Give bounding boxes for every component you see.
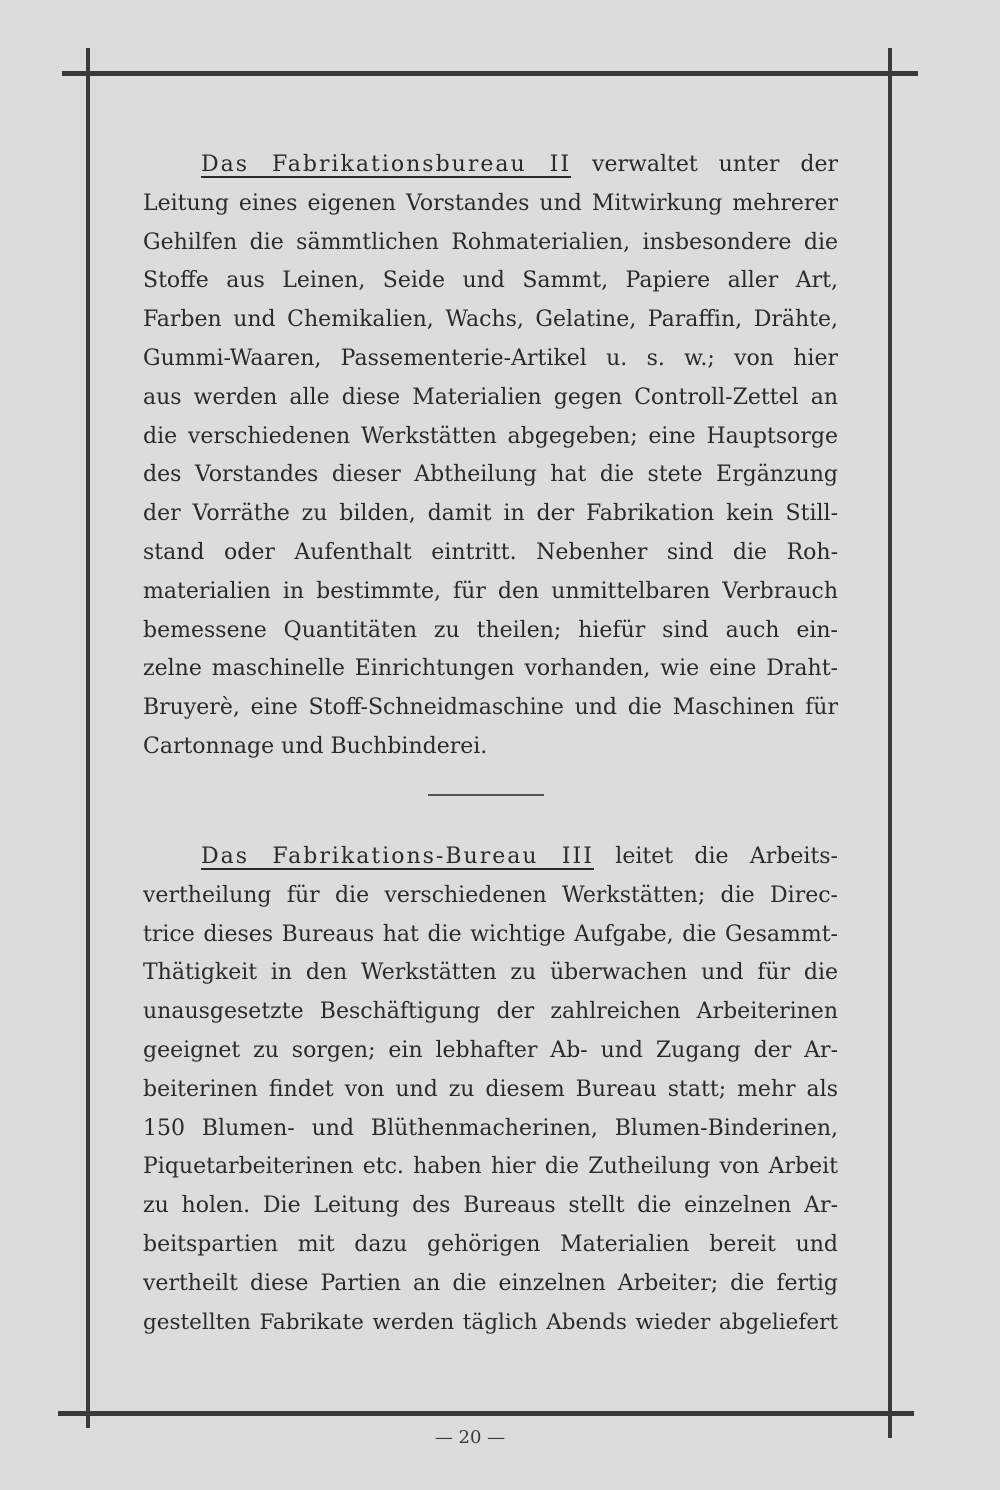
paragraph-first-line: Das Fabrikations-Bureau III leitet die Arbeits- — [201, 844, 838, 869]
text-line: Leitung eines eigenen Vorstandes und Mitwirkung mehrerer — [143, 190, 838, 216]
text-line: zelne maschinelle Einrichtungen vorhanden, wie eine Draht- — [143, 656, 838, 682]
page-number: — 20 — — [434, 1427, 506, 1448]
text-line: beiterinen findet von und zu diesem Bureau statt; mehr als — [143, 1076, 838, 1102]
section-heading: Das Fabrikationsbureau II — [201, 152, 572, 177]
text-line: geeignet zu sorgen; ein lebhafter Ab- und Zugang der Ar- — [143, 1037, 838, 1063]
text-line: aus werden alle diese Materialien gegen Controll-Zettel an — [143, 384, 838, 410]
text-line: Thätigkeit in den Werkstätten zu überwachen und für die — [143, 960, 838, 986]
text-line: unausgesetzte Beschäftigung der zahlreichen Arbeiterinen — [143, 999, 838, 1025]
text-line: bemessene Quantitäten zu theilen; hiefür sind auch ein- — [143, 617, 838, 643]
paragraph-fabrikationsbureau-2 — [143, 146, 838, 767]
text-line: Gummi-Waaren, Passementerie-Artikel u. s. w.; von hier — [143, 345, 838, 371]
text-line: 150 Blumen- und Blüthenmacherinen, Blumen-Binderinen, — [143, 1115, 838, 1141]
bottom-border-rule — [58, 1411, 914, 1416]
text-line: vertheilung für die verschiedenen Werkstätten; die Direc- — [143, 882, 838, 908]
text-line: Bruyerè, eine Stoff-Schneidmaschine und die Maschinen für — [143, 695, 838, 721]
text-line: stand oder Aufenthalt eintritt. Nebenher sind die Roh- — [143, 539, 838, 565]
section-separator — [428, 794, 544, 796]
text-line: Piquetarbeiterinen etc. haben hier die Zutheilung von Arbeit — [143, 1154, 838, 1180]
text-line: trice dieses Bureaus hat die wichtige Aufgabe, die Gesammt- — [143, 921, 838, 947]
paragraph-fabrikations-bureau-3 — [143, 838, 838, 1342]
paragraph-first-line: Das Fabrikationsbureau II verwaltet unter der — [201, 152, 838, 177]
right-border-rule — [888, 48, 892, 1438]
text-line: des Vorstandes dieser Abtheilung hat die stete Ergänzung — [143, 462, 838, 488]
text-line: Stoffe aus Leinen, Seide und Sammt, Papiere aller Art, — [143, 268, 838, 294]
top-border-rule — [62, 71, 918, 76]
text-line: Gehilfen die sämmtlichen Rohmaterialien, insbesondere die — [143, 229, 838, 255]
section-heading: Das Fabrikations-Bureau III — [201, 844, 594, 869]
text-line: beitspartien mit dazu gehörigen Materialien bereit und — [143, 1231, 838, 1257]
text-line: vertheilt diese Partien an die einzelnen Arbeiter; die fertig — [143, 1270, 838, 1296]
text-line: gestellten Fabrikate werden täglich Abends wieder abgeliefert — [143, 1309, 838, 1335]
left-border-rule — [86, 48, 90, 1428]
text-line: Farben und Chemikalien, Wachs, Gelatine, Paraffin, Drähte, — [143, 307, 838, 333]
text-line: der Vorräthe zu bilden, damit in der Fabrikation kein Still- — [143, 501, 838, 527]
text-line: zu holen. Die Leitung des Bureaus stellt die einzelnen Ar- — [143, 1193, 838, 1219]
text-line: die verschiedenen Werkstätten abgegeben; eine Hauptsorge — [143, 423, 838, 449]
text-line: materialien in bestimmte, für den unmittelbaren Verbrauch — [143, 578, 838, 604]
text-line: Cartonnage und Buchbinderei. — [143, 733, 488, 759]
